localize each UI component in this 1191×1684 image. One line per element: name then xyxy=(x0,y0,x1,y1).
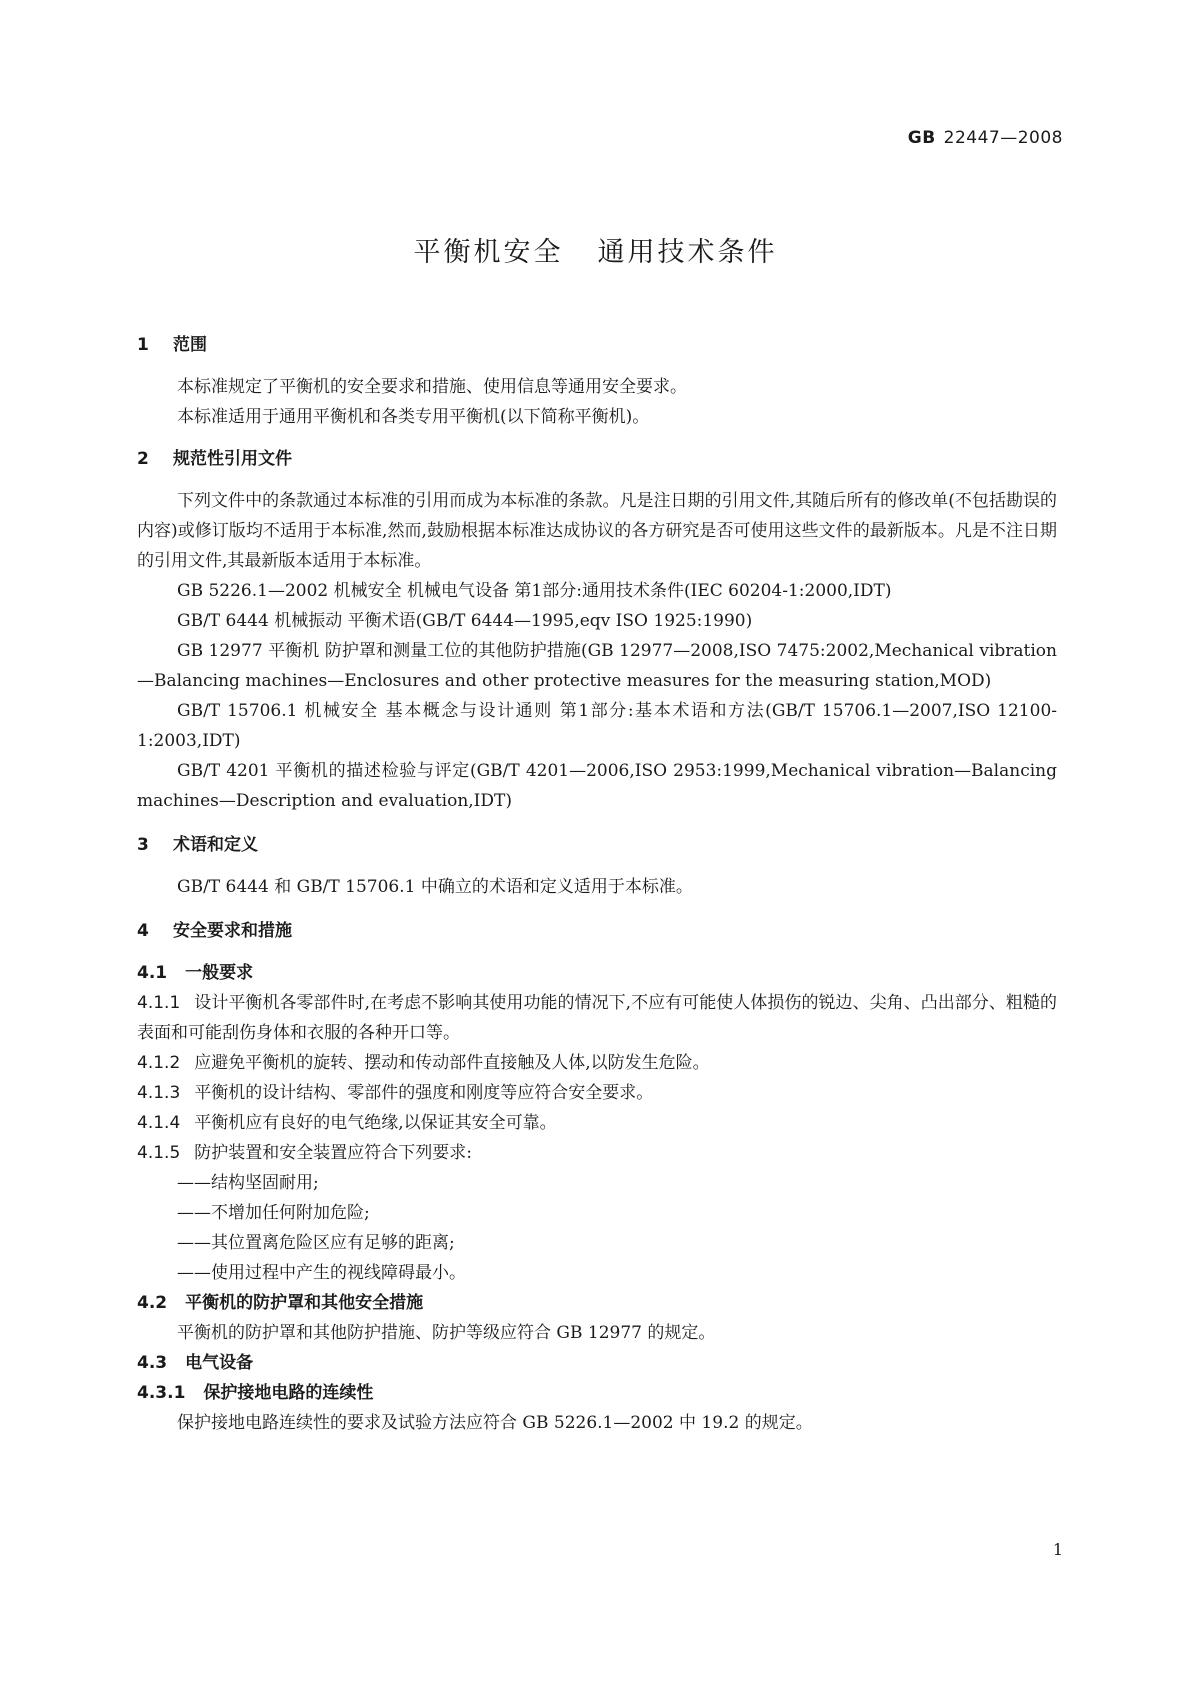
section-2-paragraph-1: 下列文件中的条款通过本标准的引用而成为本标准的条款。凡是注日期的引用文件,其随后所有的修改单(不包括勘误的内容)或修订版均不适用于本标准,然而,鼓励根据本标准达成协议的各方研究是否可使用这些文件的最新版本。凡是不注日期的引用文件,其最新版本适用于本标准。 xyxy=(137,491,1057,571)
clause-4-1-3 xyxy=(137,1078,1057,1108)
document-title xyxy=(0,230,1191,269)
clause-number: 4.1.5 xyxy=(137,1143,181,1163)
clause-text: 设计平衡机各零部件时,在考虑不影响其使用功能的情况下,不应有可能使人体损伤的锐边、尖角、凸出部分、粗糙的表面和可能刮伤身体和衣服的各种开口等。 xyxy=(137,993,1057,1043)
section-title: 范围 xyxy=(173,335,207,355)
clause-number: 4.1.4 xyxy=(137,1113,181,1133)
section-number: 4 xyxy=(137,921,149,941)
section-1-paragraph-2: 本标准适用于通用平衡机和各类专用平衡机(以下简称平衡机)。 xyxy=(177,407,650,427)
section-number: 2 xyxy=(137,449,149,469)
subsection-4-3-1-paragraph: 保护接地电路连续性的要求及试验方法应符合 GB 5226.1—2002 中 19.2 的规定。 xyxy=(177,1413,813,1433)
clause-4-1-4 xyxy=(137,1108,1057,1138)
subsection-4-3-heading xyxy=(137,1348,1057,1378)
reference-item: GB/T 4201 平衡机的描述检验与评定(GB/T 4201—2006,ISO 2953:1999,Mechanical vibration—Balancing machines—Description and evaluation,IDT) xyxy=(137,761,1057,811)
section-2-heading xyxy=(137,444,1057,474)
section-number: 1 xyxy=(137,335,149,355)
subsection-4-3-1-heading xyxy=(137,1378,1057,1408)
reference-item: GB/T 15706.1 机械安全 基本概念与设计通则 第1部分:基本术语和方法(GB/T 15706.1—2007,ISO 12100-1:2003,IDT) xyxy=(137,701,1057,751)
reference-item: GB/T 6444 机械振动 平衡术语(GB/T 6444—1995,eqv ISO 1925:1990) xyxy=(177,611,753,631)
section-4-heading xyxy=(137,916,1057,946)
clause-number: 4.1.2 xyxy=(137,1053,181,1073)
clause-number: 4.1.1 xyxy=(137,993,181,1013)
standard-prefix: GB xyxy=(907,128,936,148)
subsection-title: 保护接地电路的连续性 xyxy=(203,1383,374,1403)
clause-text: 应避免平衡机的旋转、摆动和传动部件直接触及人体,以防发生危险。 xyxy=(194,1053,710,1073)
clause-4-1-5 xyxy=(137,1138,1057,1168)
section-1-heading xyxy=(137,330,1057,360)
reference-item: GB 12977 平衡机 防护罩和测量工位的其他防护措施(GB 12977—2008,ISO 7475:2002,Mechanical vibration—Balancing machines—Enclosures and other protective measures for the measuring station,MOD) xyxy=(137,641,1057,691)
subsection-4-2-heading xyxy=(137,1288,1057,1318)
standard-code xyxy=(908,128,1063,148)
list-item: ——使用过程中产生的视线障碍最小。 xyxy=(177,1263,466,1283)
subsection-number: 4.3.1 xyxy=(137,1383,186,1403)
section-title: 规范性引用文件 xyxy=(173,449,292,469)
subsection-4-2-paragraph: 平衡机的防护罩和其他防护措施、防护等级应符合 GB 12977 的规定。 xyxy=(177,1323,716,1343)
section-3-heading xyxy=(137,830,1057,860)
clause-number: 4.1.3 xyxy=(137,1083,181,1103)
section-number: 3 xyxy=(137,835,149,855)
title-part-2: 通用技术条件 xyxy=(597,237,778,268)
list-item: ——其位置离危险区应有足够的距离; xyxy=(177,1233,455,1253)
subsection-number: 4.3 xyxy=(137,1353,168,1373)
section-1-paragraph-1: 本标准规定了平衡机的安全要求和措施、使用信息等通用安全要求。 xyxy=(177,377,687,397)
clause-text: 平衡机的设计结构、零部件的强度和刚度等应符合安全要求。 xyxy=(194,1083,654,1103)
page-number: 1 xyxy=(1052,1540,1063,1559)
subsection-title: 一般要求 xyxy=(185,963,254,983)
clause-4-1-2 xyxy=(137,1048,1057,1078)
subsection-number: 4.1 xyxy=(137,963,168,983)
subsection-title: 电气设备 xyxy=(185,1353,254,1373)
section-title: 安全要求和措施 xyxy=(173,921,292,941)
section-3-paragraph-1: GB/T 6444 和 GB/T 15706.1 中确立的术语和定义适用于本标准。 xyxy=(177,877,693,897)
clause-text: 平衡机应有良好的电气绝缘,以保证其安全可靠。 xyxy=(194,1113,557,1133)
list-item: ——结构坚固耐用; xyxy=(177,1173,319,1193)
section-title: 术语和定义 xyxy=(173,835,258,855)
subsection-title: 平衡机的防护罩和其他安全措施 xyxy=(185,1293,424,1313)
subsection-4-1-heading xyxy=(137,958,1057,988)
reference-item: GB 5226.1—2002 机械安全 机械电气设备 第1部分:通用技术条件(IEC 60204-1:2000,IDT) xyxy=(177,581,892,601)
list-item: ——不增加任何附加危险; xyxy=(177,1203,370,1223)
clause-text: 防护装置和安全装置应符合下列要求: xyxy=(194,1143,472,1163)
title-part-1: 平衡机安全 xyxy=(413,237,564,268)
standard-number: 22447—2008 xyxy=(943,128,1063,148)
document-body xyxy=(137,330,1057,1438)
subsection-number: 4.2 xyxy=(137,1293,168,1313)
clause-4-1-1 xyxy=(137,988,1057,1048)
